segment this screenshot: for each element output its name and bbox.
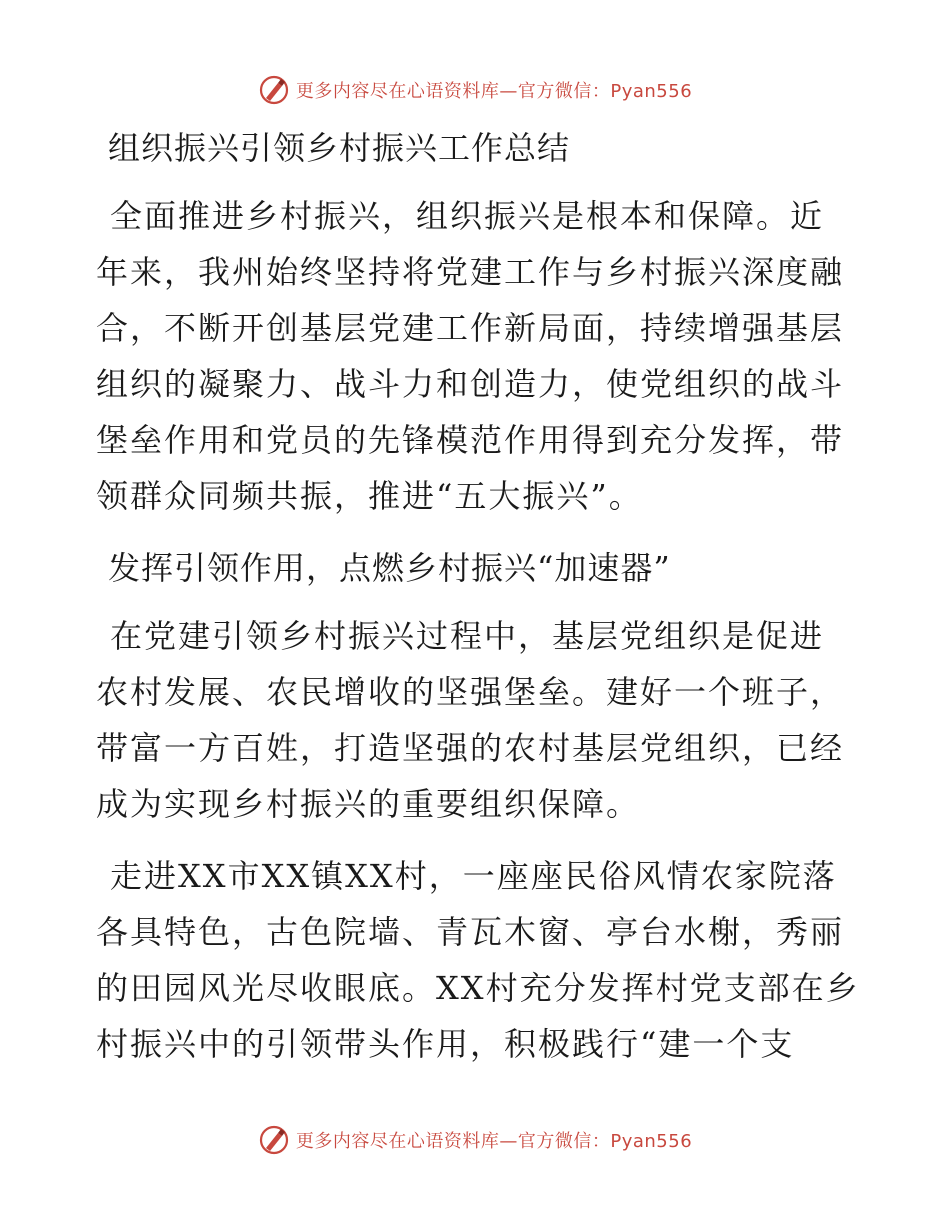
paragraph-village <box>96 848 860 1072</box>
text-line: 合，不断开创基层党建工作新局面，持续增强基层 <box>96 309 845 347</box>
document-title: 组织振兴引领乡村振兴工作总结 <box>108 129 571 167</box>
watermark-text: 更多内容尽在心语资料库—官方微信：Pyan556 <box>295 81 693 102</box>
text-line: 村振兴中的引领带头作用，积极践行“建一个支 <box>96 1025 795 1063</box>
footer-watermark <box>0 1120 950 1160</box>
paragraph-leadership <box>96 608 856 832</box>
watermark-text: 更多内容尽在心语资料库—官方微信：Pyan556 <box>295 1131 693 1152</box>
pen-logo-icon <box>258 74 290 106</box>
text-line: 领群众同频共振，推进“五大振兴”。 <box>96 477 643 515</box>
text-line: 带富一方百姓，打造坚强的农村基层党组织，已经 <box>96 729 845 767</box>
text-line: 成为实现乡村振兴的重要组织保障。 <box>96 785 641 823</box>
text-line: 堡垒作用和党员的先锋模范作用得到充分发挥，带 <box>96 421 845 459</box>
header-watermark <box>0 70 950 110</box>
text-line: 走进XX市XX镇XX村，一座座民俗风情农家院落 <box>110 857 837 895</box>
paragraph-intro <box>96 188 856 524</box>
text-line: 在党建引领乡村振兴过程中，基层党组织是促进 <box>110 617 825 655</box>
pen-logo-icon <box>258 1124 290 1156</box>
text-line: 各具特色，古色院墙、青瓦木窗、亭台水榭，秀丽 <box>96 913 845 951</box>
text-line: 组织的凝聚力、战斗力和创造力，使党组织的战斗 <box>96 365 845 403</box>
section-heading: 发挥引领作用，点燃乡村振兴“加速器” <box>108 549 671 587</box>
document-body <box>96 120 860 1088</box>
text-line: 农村发展、农民增收的坚强堡垒。建好一个班子， <box>96 673 845 711</box>
text-line: 全面推进乡村振兴，组织振兴是根本和保障。近 <box>110 197 825 235</box>
text-line: 的田园风光尽收眼底。XX村充分发挥村党支部在乡 <box>96 969 860 1007</box>
text-line: 年来，我州始终坚持将党建工作与乡村振兴深度融 <box>96 253 845 291</box>
